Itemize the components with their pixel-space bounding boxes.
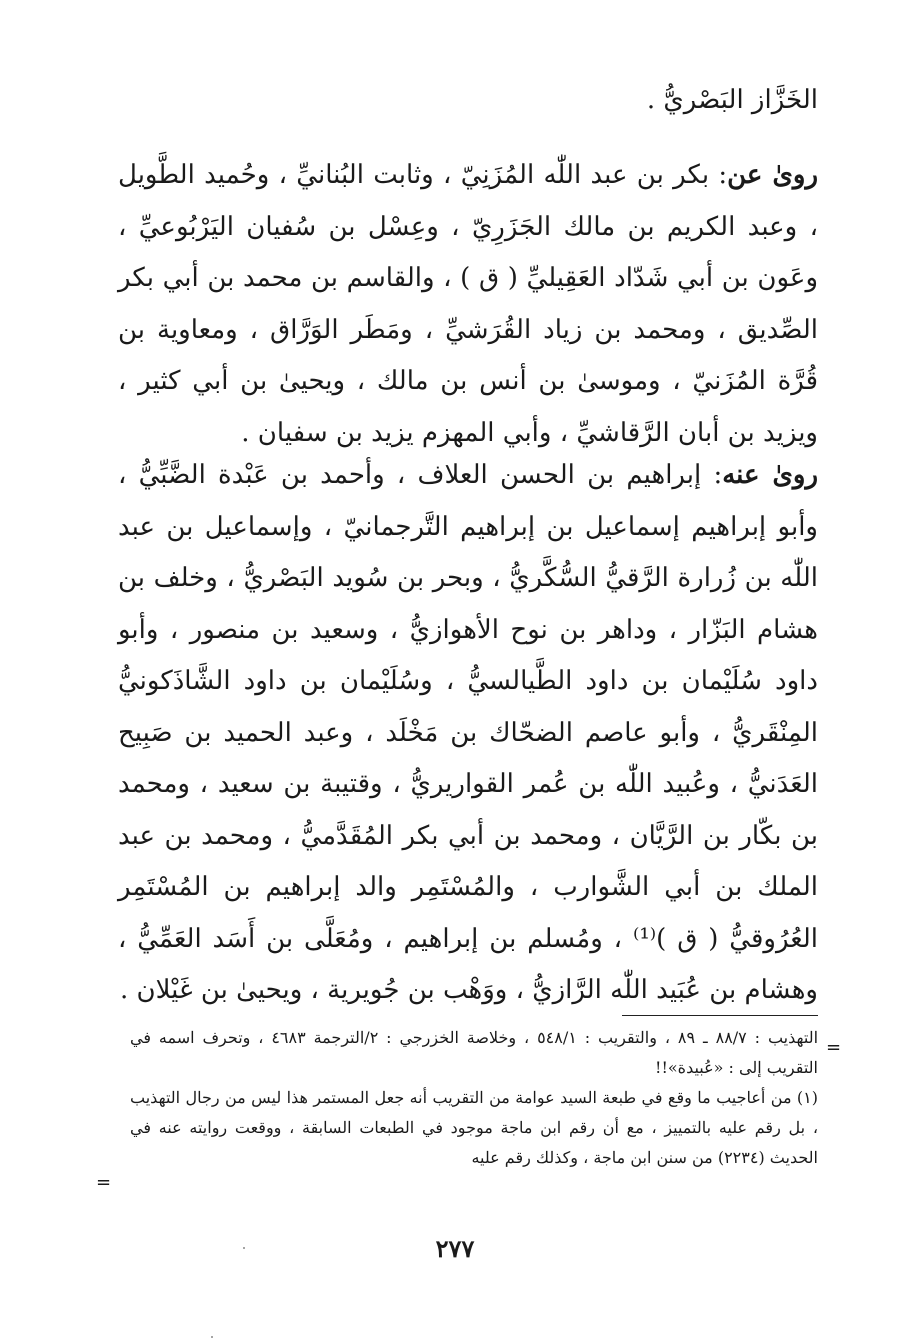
footnote-continuation: التهذيب : ٨٨/٧ ـ ٨٩ ، والتقريب : ٥٤٨/١ ، وخلاصة الخزرجي : ٢/الترجمة ٤٦٨٣ ، وتحرف اسمه في التقريب إلى : «عُبيدة»!! bbox=[130, 1028, 819, 1077]
paragraph-narrated-from bbox=[118, 150, 818, 459]
paragraph-body-narrated-by: : إبراهيم بن الحسن العلاف ، وأحمد بن عَبْدة الضَّبِّيُّ ، وأبو إبراهيم إسماعيل بن إبراهيم التَّرجمانيّ ، وإسماعيل بن عبد اللّٰه بن زُرارة الرَّقيُّ السُّكَّريُّ ، وبحر بن سُويد البَصْريُّ ، وخلف بن هشام البَزّار ، وداهر بن نوح الأهوازيُّ ، وسعيد بن منصور ، وأبو داود سُلَيْمان بن داود الطَّيالسيُّ ، وسُلَيْمان بن داود الشَّاذَكونيُّ المِنْقَريُّ ، وأبو عاصم الضحّاك بن مَخْلَد ، وعبد الحميد بن صَبِيح العَدَنيُّ ، وعُبيد اللّٰه بن عُمر القواريريُّ ، وقتيبة بن سعيد ، ومحمد بن بكّار بن الرَّيَّان ، ومحمد بن أبي بكر المُقَدَّميُّ ، ومحمد بن عبد الملك بن أبي الشَّوارب ، والمُسْتَمِر والد إبراهيم بن المُسْتَمِر العُرُوقيُّ ( ق )⁽¹⁾ ، ومُسلم بن إبراهيم ، ومُعَلَّى بن أَسَد العَمِّيُّ ، وهشام بن عُبَيد اللّٰه الرَّازيُّ ، ووَهْب بن جُويرية ، ويحيىٰ بن غَيْلان . bbox=[118, 460, 818, 1005]
scan-speck bbox=[243, 1247, 245, 1249]
intro-line: الخَزَّاز البَصْريُّ . bbox=[646, 85, 818, 115]
footnotes bbox=[130, 1023, 818, 1173]
paragraph-narrated-by bbox=[118, 450, 818, 1017]
continuation-mark-bottom: = bbox=[96, 1172, 112, 1193]
paragraph-lead-narrated-from: روىٰ عن bbox=[727, 160, 819, 190]
footnote-divider bbox=[622, 1015, 818, 1016]
footnote-1: (١) من أعاجيب ما وقع في طبعة السيد عوامة من التقريب أنه جعل المستمر هذا ليس من رجال التهذيب ، بل رقم عليه بالتمييز ، مع أن رقم ابن ماجة موجود في الطبعات السابقة ، ووقعت روايته عنه في الحديث (٢٢٣٤) من سنن ابن ماجة ، وكذلك رقم عليه bbox=[130, 1088, 818, 1167]
paragraph-body-narrated-from: : بكر بن عبد اللّٰه المُزَنِيّ ، وثابت البُنانيِّ ، وحُميد الطَّويل ، وعبد الكريم بن مالك الجَزَرِيّ ، وعِسْل بن سُفيان اليَرْبُوعيِّ ، وعَون بن أبي شَدّاد العَقِيليِّ ( ق ) ، والقاسم بن محمد بن أبي بكر الصِّديق ، ومحمد بن زياد القُرَشيِّ ، ومَطَر الوَرَّاق ، ومعاوية بن قُرَّة المُزَنيّ ، وموسىٰ بن أنس بن مالك ، ويحيىٰ بن أبي كثير ، ويزيد بن أبان الرَّقاشيِّ ، وأبي المهزم يزيد بن سفيان . bbox=[118, 160, 818, 448]
paragraph-lead-narrated-by: روىٰ عنه bbox=[722, 460, 818, 490]
continuation-mark-top: = bbox=[826, 1037, 842, 1058]
scan-speck bbox=[211, 1336, 213, 1338]
page-number: ٢٧٧ bbox=[435, 1234, 475, 1263]
